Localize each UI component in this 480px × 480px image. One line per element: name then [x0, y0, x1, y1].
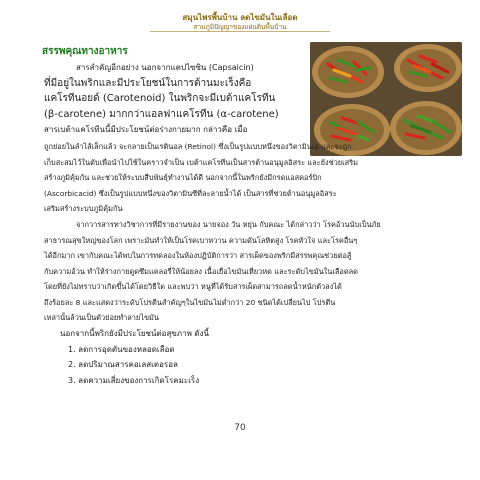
paragraph-1-top [44, 60, 306, 138]
header-title: สมุนไพรพื้นบ้าน ลดไขมันในเลือด [182, 13, 298, 22]
text-line: เสริมสร้างระบบภูมิคุ้มกัน [44, 204, 123, 213]
text-line: เหล่านั้นล้วนเป็นตัวย่อยทำลายไขมัน [44, 313, 159, 322]
text-line: สาธารณสุขใหญ่ของโลก เพราะมันทำให้เป็นโรคเบาหวาน ความดันโลหิตสูง โรคหัวใจ และโรคอื่นๆ [44, 235, 358, 245]
header-subtitle: สามภูมิปัญญาของแผ่นดินพื้นบ้าน [193, 23, 287, 31]
page-header [0, 0, 480, 36]
text-line: โดยที่ยังไม่ทราบว่าเกิดขึ้นได้โดยวิธีใด และพบว่า หนูที่ได้รับสารเผ็ดสามารถลดน้ำหนักตัวลงได้ [44, 282, 342, 291]
text-line: ถึงร้อยละ 8 และแสดงว่าระดับโปรตีนสำคัญๆในไขมันไม่ต่ำกว่า 20 ชนิดได้เปลี่ยนไป โปรตีน [44, 297, 336, 307]
list-item: 1. ลดการอุดตันของหลอดเลือด [68, 344, 175, 354]
benefits-list [60, 326, 209, 388]
list-item: 2. ลดปริมาณสารคอเลสเตอรอล [68, 360, 178, 369]
text-line: ได้อีกมาก เขากับคณะได้พบในการทดลองในห้องปฏิบัติการว่า สารเผ็ดของพริกมีสรรพคุณช่วยต่อสู้ [44, 251, 352, 260]
text-line: สารเบต้าแคโรทีนนี้มีประโยชน์ต่อร่างกายมาก กล่าวคือ เมื่อ [44, 125, 248, 134]
text-line: เก็บสะสมไว้ในตับเพื่อนำไปใช้ในคราวจำเป็น เบต้าแคโรทีนเป็นสารต้านอนุมูลอิสระ และยังช่วยเสริม [44, 157, 358, 167]
text-line: จากวารสารทางวิชาการที่มีรายงานของ นายจอง วัน หยุ่น กับคณะ ได้กล่าวว่า โรคอ้วนนับเป็นภัย [76, 220, 381, 229]
text-line: กับความอ้วน ทำให้ร่างกายดูดซึมแคลอรี่ให้น้อยลง เนื้อเยื่อไขมันเหี่ยวหด และระดับไขมันในเลือดลด [44, 266, 358, 276]
text-line: แคโรทีนอยด์ (Carotenoid) ในพริกจะมีเบต้าแคโรทีน [44, 93, 276, 104]
text-line: ที่มีอยู่ในพริกและมีประโยชน์ในการต้านมะเร็งคือ [44, 77, 252, 89]
list-item: 3. ลดความเสี่ยงของการเกิดโรคมะเร็ง [68, 375, 200, 385]
text-line: (β-carotene) มากกว่าแอลฟาแคโรทีน (α-carotene) [44, 108, 279, 120]
text-line: สารสำคัญอีกอย่าง นอกจากแคปไซซิน (Capsaicin) [76, 63, 254, 72]
text-line: ถูกย่อยในลำไส้เล็กแล้ว จะกลายเป็นเรตินอล (Retinol) ซึ่งเป็นรูปแบบหนึ่งของวิตามินเอ และจะถูก [44, 142, 352, 151]
paragraph-2 [44, 217, 444, 326]
paragraph-1-bottom [44, 139, 444, 217]
text-line: สร้างภูมิคุ้มกัน และช่วยให้ระบบสืบพันธุ์ทำงานได้ดี นอกจากนี้ในพริกยังมีกรดแอสคอร์บิก [44, 173, 322, 182]
benefits-intro: นอกจากนี้พริกยังมีประโยชน์ต่อสุขภาพ ดังนี้ [60, 329, 209, 338]
header-rule [150, 31, 330, 32]
text-line: (Ascorbicacid) ซึ่งเป็นรูปแบบหนึ่งของวิตามินซีที่ละลายน้ำได้ เป็นสารที่ช่วยต้านอนุมูลอิสระ [44, 188, 337, 198]
page-number: 70 [234, 423, 246, 433]
section-title: สรรพคุณทางอาหาร [42, 46, 128, 57]
